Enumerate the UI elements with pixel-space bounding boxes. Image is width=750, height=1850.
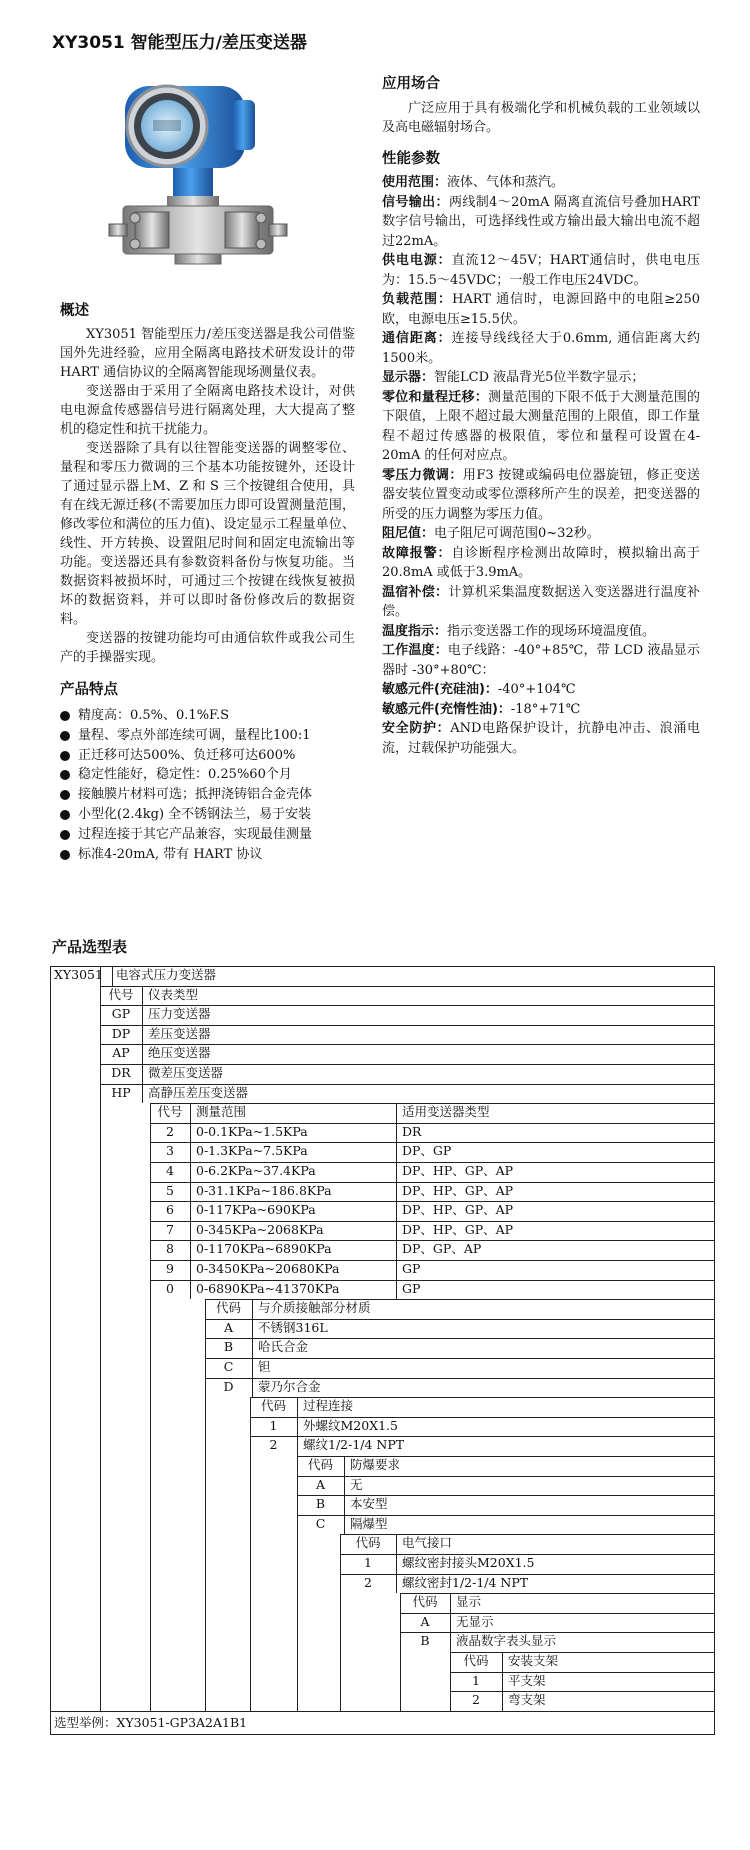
features-list: [60, 706, 355, 864]
table-rule: [396, 1201, 397, 1221]
table-rule: [400, 1593, 401, 1711]
performance-label: 安全防护：: [382, 721, 451, 736]
performance-value: AND电路保护设计，抗静电冲击、浪涌电流，过载保护功能强大。: [382, 721, 700, 756]
performance-value: 指示变送器工作的现场环境温度值。: [447, 623, 656, 639]
feature-text: 小型化(2.4kg) 全不锈钢法兰，易于安装: [78, 806, 312, 822]
performance-value: 直流12～45V；HART通信时，供电电压为：15.5～45VDC；一般工作电压24VDC。: [382, 253, 700, 288]
performance-value: 电子阻尼可调范围0~32秒。: [434, 526, 600, 541]
table-code-cell: 0: [166, 1280, 174, 1296]
table-rule: [252, 1338, 253, 1358]
table-code-cell: 代号: [108, 986, 134, 1002]
page-title: XY3051 智能型压力/差压变送器: [52, 33, 307, 53]
performance-item: [382, 368, 700, 388]
features-heading: 产品特点: [60, 682, 118, 698]
table-rule: [344, 1456, 345, 1476]
performance-label: 故障报警：: [382, 545, 452, 561]
model-description: 电容式压力变送器: [116, 967, 217, 982]
table-rule: [190, 1240, 191, 1260]
table-code-cell: 2: [472, 1692, 480, 1708]
table-rule: [450, 1632, 451, 1652]
table-rule: [396, 1123, 397, 1143]
table-name-cell: 与介质接触部分材质: [258, 1300, 371, 1316]
feature-item: [60, 845, 355, 865]
table-rule: [252, 1358, 253, 1378]
table-code-cell: 代码: [355, 1535, 381, 1551]
table-code-cell: A: [223, 1319, 234, 1335]
table-rule: [502, 1652, 503, 1672]
performance-item: [382, 251, 700, 290]
bullet-icon: [60, 770, 70, 780]
table-rule: [50, 1734, 715, 1735]
table-name-cell: 测量范围: [196, 1104, 247, 1120]
table-rule: [297, 1397, 298, 1417]
table-applicable-cell: DP、HP、GP、AP: [402, 1202, 514, 1218]
table-rule: [142, 1044, 143, 1064]
feature-text: 精度高：0.5%、0.1%F.S: [78, 708, 230, 723]
table-code-cell: B: [420, 1633, 430, 1649]
table-rule: [502, 1672, 503, 1692]
table-code-cell: A: [420, 1613, 430, 1629]
table-code-cell: DR: [111, 1065, 131, 1080]
table-code-cell: 9: [166, 1261, 174, 1276]
table-applicable-cell: DP、HP、GP、AP: [402, 1163, 514, 1178]
table-code-cell: A: [315, 1476, 326, 1492]
table-name-cell: 过程连接: [303, 1398, 354, 1414]
performance-heading: 性能参数: [382, 150, 440, 167]
table-applicable-cell: GP: [402, 1261, 421, 1276]
table-code-cell: B: [223, 1339, 234, 1355]
feature-text: 过程连接于其它产品兼容，实现最佳测量: [78, 826, 313, 842]
table-code-cell: GP: [111, 1006, 131, 1022]
table-code-cell: 4: [166, 1163, 174, 1178]
performance-label: 零位和量程迁移：: [382, 389, 489, 405]
table-code-cell: AP: [112, 1045, 130, 1061]
overview-paragraph: 变送器除了具有以往智能变送器的调整零位、量程和零压力微调的三个基本功能按键外，还设计了通过显示器上M、Z 和 S 三个按键组合使用，具有在线无源迁移(不需要加压力即可设置测量范围，修改零位和满位的压力值)、设定显示工程量单位、线性、开方转换、设置阻尼时间和固定电流输出等功能。变送器还具有参数资料备份与恢复功能。当数据资料被损坏时，可通过三个按键在线恢复被损坏的数据资料，并可以即时备份修改后的数据资料。: [60, 441, 355, 627]
overview-paragraph: 变送器由于采用了全隔离电路技术设计，对供电电源盒传感器信号进行隔离处理，大大提高了整机的稳定性和抗干扰能力。: [60, 384, 355, 437]
table-code-cell: 代码: [215, 1300, 241, 1316]
left-column: [60, 302, 355, 864]
performance-item: [382, 329, 700, 368]
table-name-cell: 蒙乃尔合金: [258, 1378, 321, 1394]
table-rule: [297, 1456, 298, 1711]
table-rule: [252, 1378, 253, 1398]
table-rule: [190, 1103, 191, 1123]
table-name-cell: 0-3450KPa~20680KPa: [196, 1261, 340, 1276]
bullet-icon: [60, 810, 70, 820]
bullet-icon: [60, 751, 70, 761]
table-name-cell: 安装支架: [508, 1653, 559, 1668]
feature-item: [60, 805, 355, 825]
feature-item: [60, 706, 355, 726]
feature-text: 稳定性能好，稳定性：0.25%60个月: [78, 767, 292, 783]
table-applicable-cell: DP、HP、GP、AP: [402, 1221, 514, 1237]
table-name-cell: 0-117KPa~690KPa: [196, 1202, 316, 1218]
performance-value: 电子线路：-40°+85℃，带 LCD 液晶显示器时 -30°+80℃：: [382, 643, 700, 678]
performance-item: [382, 388, 700, 466]
performance-item: [382, 622, 700, 642]
performance-value: -40°+104℃: [497, 682, 576, 697]
table-name-cell: 0-6890KPa~41370KPa: [196, 1280, 340, 1296]
performance-label: 通信距离：: [382, 331, 452, 346]
table-rule: [142, 1005, 143, 1025]
model-code: XY3051: [54, 967, 103, 982]
performance-label: 工作温度：: [382, 643, 448, 658]
table-rule: [344, 1515, 345, 1535]
performance-item: [382, 641, 700, 680]
performance-item: [382, 700, 700, 720]
selection-example: 选型举例：XY3051-GP3A2A1B1: [54, 1714, 248, 1730]
performance-value: 两线制4～20mA 隔离直流信号叠加HART数字信号输出，可选择线性或方输出最大输出电流不超过22mA。: [382, 194, 700, 249]
selection-table: [50, 966, 715, 1836]
performance-item: [382, 680, 700, 700]
table-name-cell: 0-1170KPa~6890KPa: [196, 1241, 332, 1257]
table-rule: [340, 1534, 341, 1710]
performance-item: [382, 719, 700, 758]
performance-label: 温度指示：: [382, 623, 448, 639]
table-applicable-cell: 适用变送器类型: [402, 1104, 490, 1120]
table-rule: [396, 1221, 397, 1241]
performance-item: [382, 524, 700, 544]
table-rule: [344, 1495, 345, 1515]
performance-label: 使用范围：: [382, 175, 448, 190]
performance-label: 敏感元件(充硅油)：: [382, 682, 498, 697]
performance-label: 信号输出：: [382, 194, 449, 210]
table-rule: [250, 1397, 251, 1711]
performance-value: 自诊断程序检测出故障时，模拟输出高于20.8mA 或低于3.9mA。: [382, 545, 700, 580]
table-applicable-cell: DP、GP: [402, 1143, 452, 1159]
table-rule: [396, 1554, 397, 1574]
table-code-cell: 8: [166, 1241, 174, 1257]
performance-item: [382, 544, 700, 583]
selection-table-heading: 产品选型表: [52, 938, 128, 956]
feature-text: 量程、零点外部连续可调，量程比100:1: [78, 727, 311, 743]
right-column: [382, 75, 700, 758]
performance-label: 敏感元件(充惰性油)：: [382, 701, 511, 717]
feature-text: 接触膜片材料可选；抵押浇铸铝合金壳体: [78, 787, 313, 803]
application-heading: 应用场合: [382, 76, 440, 92]
table-rule: [344, 1476, 345, 1496]
table-rule: [252, 1299, 253, 1319]
feature-text: 标准4-20mA, 带有 HART 协议: [78, 846, 263, 862]
performance-label: 温宿补偿：: [382, 584, 449, 600]
performance-label: 负载范围：: [382, 292, 453, 307]
table-rule: [396, 1574, 397, 1594]
table-rule: [450, 1593, 451, 1613]
table-name-cell: 仪表类型: [148, 986, 199, 1002]
table-code-cell: D: [223, 1378, 234, 1394]
performance-label: 供电电源：: [382, 253, 452, 268]
table-code-cell: 2: [269, 1437, 278, 1453]
performance-value: 智能LCD 液晶背光5位半数字显示；: [434, 370, 645, 385]
bullet-icon: [60, 850, 70, 860]
table-code-cell: C: [223, 1359, 234, 1374]
table-name-cell: 防爆要求: [350, 1457, 401, 1472]
table-name-cell: 压力变送器: [148, 1006, 211, 1022]
table-rule: [190, 1162, 191, 1182]
bullet-icon: [60, 731, 70, 741]
feature-text: 正迁移可达500%、负迁移可达600%: [78, 747, 296, 763]
table-rule: [142, 1025, 143, 1045]
table-rule: [112, 966, 113, 986]
performance-item: [382, 466, 700, 525]
table-name-cell: 钽: [258, 1359, 271, 1374]
table-code-cell: HP: [111, 1084, 131, 1100]
table-name-cell: 螺纹密封接头M20X1.5: [402, 1555, 535, 1570]
table-rule: [297, 1436, 298, 1456]
performance-value: 连接导线线径大于0.6mm, 通信距离大约1500米。: [382, 331, 700, 366]
table-code-cell: 代码: [412, 1594, 438, 1610]
table-rule: [297, 1417, 298, 1437]
table-rule: [396, 1142, 397, 1162]
table-rule: [502, 1691, 503, 1711]
table-name-cell: 螺纹1/2-1/4 NPT: [303, 1437, 405, 1453]
performance-item: [382, 173, 700, 193]
table-name-cell: 无显示: [456, 1613, 494, 1629]
table-code-cell: 代码: [307, 1457, 333, 1472]
feature-item: [60, 785, 355, 805]
table-name-cell: 平支架: [508, 1672, 546, 1688]
table-name-cell: 0-31.1KPa~186.8KPa: [196, 1182, 332, 1198]
table-name-cell: 高静压差压变送器: [148, 1084, 249, 1100]
table-code-cell: 2: [364, 1574, 372, 1590]
performance-label: 显示器：: [382, 370, 435, 385]
performance-label: 零压力微调：: [382, 467, 463, 483]
table-name-cell: 隔爆型: [350, 1515, 388, 1531]
table-name-cell: 不锈钢316L: [258, 1319, 328, 1335]
table-rule: [396, 1162, 397, 1182]
table-code-cell: 1: [472, 1672, 480, 1688]
feature-item: [60, 726, 355, 746]
table-code-cell: C: [315, 1515, 326, 1531]
table-code-cell: 1: [269, 1417, 278, 1433]
table-rule: [190, 1280, 191, 1300]
table-name-cell: 弯支架: [508, 1692, 546, 1708]
performance-item: [382, 583, 700, 622]
performance-value: -18°+71℃: [510, 701, 581, 717]
table-rule: [150, 1103, 151, 1711]
table-rule: [450, 1613, 451, 1633]
feature-item: [60, 746, 355, 766]
overview-paragraph: XY3051 智能型压力/差压变送器是我公司借鉴国外先进经验，应用全隔离电路技术研发设计的带 HART 通信协议的全隔离智能现场测量仪表。: [60, 327, 355, 380]
table-code-cell: 代码: [260, 1398, 286, 1414]
table-name-cell: 显示: [456, 1594, 482, 1610]
table-applicable-cell: GP: [402, 1280, 421, 1296]
table-name-cell: 绝压变送器: [148, 1045, 211, 1061]
table-rule: [396, 1260, 397, 1280]
table-name-cell: 差压变送器: [148, 1025, 211, 1041]
performance-value: 计算机采集温度数据送入变送器进行温度补偿。: [382, 584, 700, 619]
table-name-cell: 0-6.2KPa~37.4KPa: [196, 1163, 316, 1178]
feature-item: [60, 825, 355, 845]
table-rule: [450, 1652, 451, 1711]
table-rule: [190, 1142, 191, 1162]
table-code-cell: 2: [166, 1123, 174, 1139]
performance-value: 液体、气体和蒸汽。: [447, 175, 565, 190]
table-applicable-cell: DP、HP、GP、AP: [402, 1182, 514, 1198]
table-rule: [396, 1534, 397, 1554]
table-code-cell: 3: [166, 1143, 174, 1159]
feature-item: [60, 765, 355, 785]
table-rule: [190, 1260, 191, 1280]
table-rule: [396, 1182, 397, 1202]
table-code-cell: 代码: [463, 1653, 489, 1668]
table-rule: [252, 1319, 253, 1339]
table-rule: [190, 1201, 191, 1221]
table-code-cell: 1: [364, 1555, 372, 1570]
table-rule: [50, 1711, 715, 1712]
table-name-cell: 0-1.3KPa~7.5KPa: [196, 1143, 308, 1159]
table-name-cell: 微差压变送器: [148, 1065, 224, 1080]
performance-list: [382, 173, 700, 758]
table-name-cell: 螺纹密封1/2-1/4 NPT: [402, 1574, 529, 1590]
table-rule: [142, 1084, 143, 1104]
table-rule: [142, 1064, 143, 1084]
table-rule: [714, 966, 715, 1734]
table-name-cell: 本安型: [350, 1496, 388, 1512]
pressure-transmitter-image: [105, 78, 290, 283]
performance-value: 测量范围的下限不低于大测量范围的下限值，上限不超过最大测量范围的上限值，即工作量 程不超过传感器的极限值，零位和量程可设置在4-20mA 的任何对应点。: [382, 389, 700, 463]
table-name-cell: 0-0.1KPa~1.5KPa: [196, 1123, 308, 1139]
overview-heading: 概述: [60, 303, 89, 319]
overview-paragraph: 变送器的按键功能均可由通信软件或我公司生产的手操器实现。: [60, 631, 355, 665]
performance-item: [382, 193, 700, 252]
table-code-cell: 7: [166, 1221, 174, 1237]
performance-value: HART 通信时，电源回路中的电阻≥250 欧，电源电压≥15.5伏。: [382, 292, 700, 327]
performance-item: [382, 290, 700, 329]
performance-label: 阻尼值：: [382, 526, 435, 541]
table-name-cell: 无: [350, 1476, 363, 1492]
table-code-cell: B: [315, 1496, 326, 1512]
table-name-cell: 电气接口: [402, 1535, 453, 1551]
table-rule: [190, 1182, 191, 1202]
bullet-icon: [60, 790, 70, 800]
table-code-cell: 5: [166, 1182, 174, 1198]
table-name-cell: 哈氏合金: [258, 1339, 309, 1355]
table-code-cell: 代号: [157, 1104, 183, 1120]
table-rule: [190, 1123, 191, 1143]
table-rule: [396, 1240, 397, 1260]
table-name-cell: 外螺纹M20X1.5: [303, 1417, 398, 1433]
table-rule: [205, 1358, 715, 1359]
table-code-cell: 6: [166, 1202, 174, 1218]
bullet-icon: [60, 711, 70, 721]
table-rule: [205, 1299, 206, 1711]
table-rule: [396, 1103, 397, 1123]
table-name-cell: 0-345KPa~2068KPa: [196, 1221, 324, 1237]
table-applicable-cell: DP、GP、AP: [402, 1241, 482, 1257]
table-rule: [100, 986, 101, 1711]
table-applicable-cell: DR: [402, 1123, 422, 1139]
table-rule: [50, 966, 51, 1734]
application-text: 广泛应用于具有极端化学和机械负载的工业领域以 及高电磁辐射场合。: [382, 100, 700, 135]
table-rule: [142, 986, 143, 1006]
table-code-cell: DP: [111, 1025, 131, 1041]
table-rule: [190, 1221, 191, 1241]
performance-value: 用F3 按键或编码电位器旋钮，修正变送器安装位置变动或零位漂移所产生的误差，把变送器的所受的压力调整为零压力值。: [382, 467, 700, 522]
table-rule: [396, 1280, 397, 1300]
table-name-cell: 液晶数字表头显示: [456, 1633, 557, 1649]
bullet-icon: [60, 830, 70, 840]
